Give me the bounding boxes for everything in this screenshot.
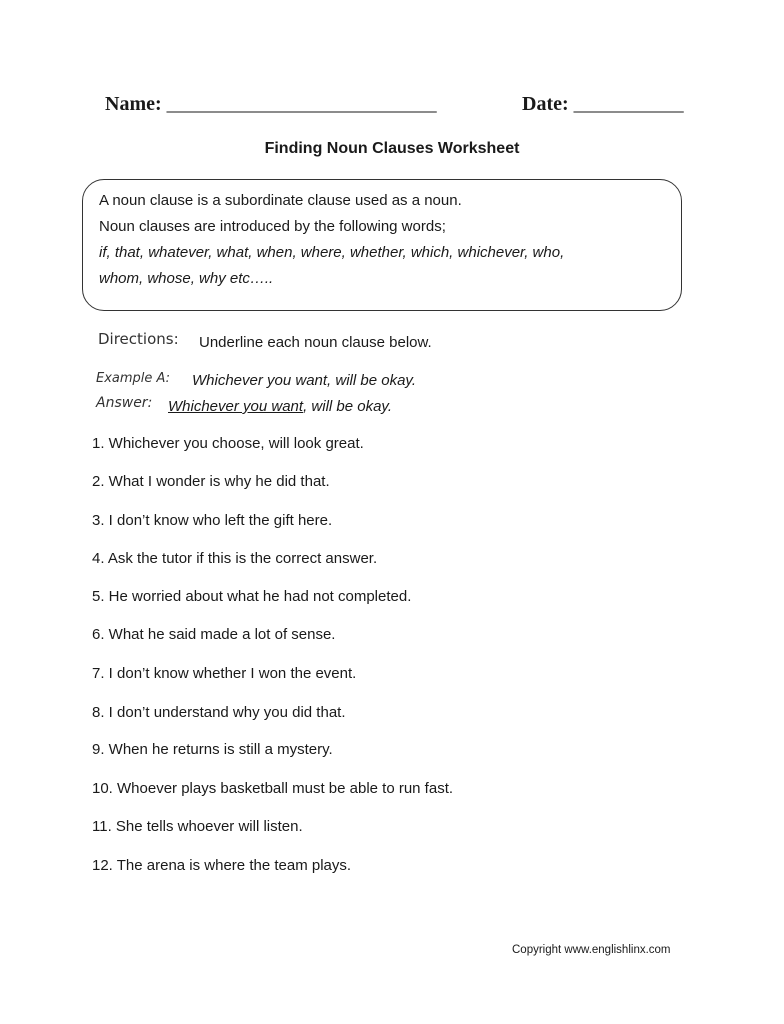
question-item[interactable]: 4. Ask the tutor if this is the correct answer. — [92, 550, 378, 567]
question-item[interactable]: 11. She tells whoever will listen. — [92, 818, 303, 835]
definition-line-3: if, that, whatever, what, when, where, whether, which, whichever, who, — [99, 244, 565, 261]
question-item[interactable]: 7. I don’t know whether I won the event. — [92, 665, 357, 682]
definition-line-1: A noun clause is a subordinate clause used as a noun. — [99, 192, 462, 209]
question-item[interactable]: 2. What I wonder is why he did that. — [92, 473, 330, 490]
question-item[interactable]: 6. What he said made a lot of sense. — [92, 626, 336, 643]
question-item[interactable]: 12. The arena is where the team plays. — [92, 857, 352, 874]
definition-line-4: whom, whose, why etc….. — [99, 270, 274, 287]
copyright-text: Copyright www.englishlinx.com — [512, 944, 671, 956]
directions-text: Underline each noun clause below. — [199, 334, 432, 351]
date-label: Date: — [522, 93, 569, 115]
name-field-label — [105, 93, 437, 116]
date-field-label — [522, 93, 684, 116]
directions-label: Directions: — [98, 330, 179, 348]
name-blank[interactable]: ___________________________ — [166, 93, 437, 115]
example-label: Example A: — [96, 371, 171, 386]
answer-rest: , will be okay. — [303, 398, 392, 415]
answer-underlined-clause: Whichever you want — [168, 398, 304, 415]
example-text: Whichever you want, will be okay. — [192, 372, 416, 389]
question-item[interactable]: 8. I don’t understand why you did that. — [92, 704, 346, 721]
worksheet-title: Finding Noun Clauses Worksheet — [264, 140, 520, 157]
date-blank[interactable]: ___________ — [573, 93, 684, 115]
question-item[interactable]: 1. Whichever you choose, will look great. — [92, 435, 364, 452]
answer-label: Answer: — [96, 395, 153, 411]
question-item[interactable]: 10. Whoever plays basketball must be able to run fast. — [92, 780, 454, 797]
question-item[interactable]: 9. When he returns is still a mystery. — [92, 741, 333, 758]
name-label: Name: — [105, 93, 162, 115]
question-item[interactable]: 3. I don’t know who left the gift here. — [92, 512, 333, 529]
answer-text — [168, 398, 392, 415]
definition-line-2: Noun clauses are introduced by the following words; — [99, 218, 446, 235]
question-item[interactable]: 5. He worried about what he had not completed. — [92, 588, 412, 605]
